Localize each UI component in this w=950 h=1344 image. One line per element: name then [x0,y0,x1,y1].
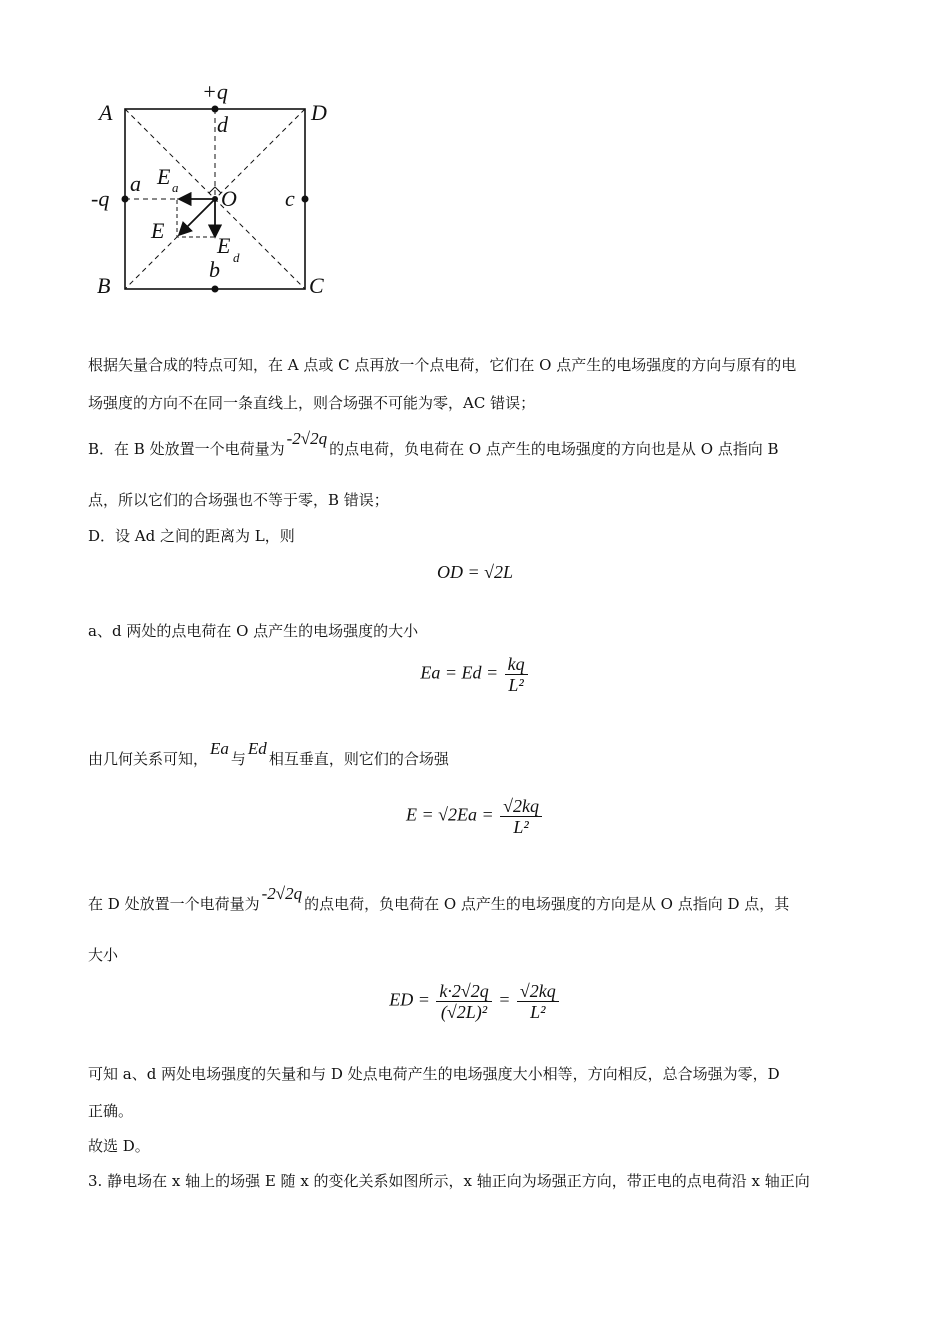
eq4-num1: k·2√2q [436,981,491,1002]
label-Ed: E [217,233,231,258]
para1-line2: 场强度的方向不在同一条直线上，则合场强不可能为零，AC 错误； [88,394,536,412]
para5-ea: Ea [210,739,229,758]
equation-od: OD = √2L [436,562,514,582]
label-D: D [311,100,327,125]
para7-line1: 可知 a、d 两处电场强度的矢量和与 D 处点电荷产生的电场强度大小相等，方向相反，总合场强为零，D [88,1065,780,1083]
eq4-eq: = [498,989,511,1010]
eq3-fraction [500,796,542,837]
eq2-num: kq [505,654,528,675]
para5-pre: 由几何关系可知， [88,750,209,768]
eq4-num2: √2kq [517,981,559,1002]
para2-line2: 点，所以它们的合场强也不等于零，B 错误； [88,491,389,509]
eq4-fraction1 [436,981,491,1022]
eq4-den2: L² [530,1002,546,1022]
point-a [122,196,129,203]
label-C: C [309,273,324,298]
eq3-lhs: E = √2Ea = [405,804,494,825]
eq4-den1: (√2L)² [440,1002,488,1022]
label-c: c [285,186,295,211]
para2-line1 [88,429,779,460]
label-B: B [97,273,111,298]
eq2-lhs: Ea = Ed = [420,662,499,683]
label-A: A [99,100,113,125]
label-minus-q: -q [91,186,110,211]
label-E: E [151,218,165,243]
para6-post: 的点电荷，负电荷在 O 点产生的电场强度的方向是从 O 点指向 D 点，其 [304,895,790,913]
para5-line1 [88,739,449,770]
para2-post: 的点电荷，负电荷在 O 点产生的电场强度的方向也是从 O 点指向 B [329,440,779,458]
label-Ed-sub: d [233,250,240,265]
eq2-den: L² [508,675,524,695]
vector-e [179,199,215,235]
label-Ea-sub: a [172,180,179,195]
para1-line1: 根据矢量合成的特点可知，在 A 点或 C 点再放一个点电荷，它们在 O 点产生的电场强度的方向与原有的电 [88,356,797,374]
charge-square-figure [85,75,345,305]
para3-line1: D．设 Ad 之间的距离为 L，则 [88,527,295,545]
para6-line1 [88,884,790,915]
para2-pre: B．在 B 处放置一个电荷量为 [88,440,285,458]
label-b: b [209,257,220,282]
equation-e [0,796,950,837]
eq4-fraction2 [517,981,559,1022]
para7-line2: 正确。 [88,1102,134,1120]
eq4-lhs: ED = [389,989,430,1010]
answer-line: 故选 D。 [88,1137,150,1155]
eq2-fraction [505,654,528,695]
point-o [212,196,218,202]
equation-ed-d [0,981,950,1022]
label-d: d [217,112,228,137]
equation-ea-ed [0,654,950,695]
label-Ea: E [157,164,171,189]
para5-ed: Ed [247,739,267,758]
q3-line1: 3. 静电场在 x 轴上的场强 E 随 x 的变化关系如图所示，x 轴正向为场强正方向，带正电的点电荷沿 x 轴正向 [88,1172,810,1190]
point-c [302,196,309,203]
label-plus-q: +q [202,79,228,104]
para5-post: 相互垂直，则它们的合场强 [268,750,449,768]
label-a: a [130,171,141,196]
label-O: O [221,186,237,211]
eq3-num: √2kq [500,796,542,817]
para6-charge: -2√2q [261,884,303,903]
point-b [212,286,219,293]
para4-line1: a、d 两处的点电荷在 O 点产生的电场强度的大小 [88,622,419,640]
para6-line2: 大小 [88,946,119,964]
para5-mid: 与 [230,750,246,768]
para6-pre: 在 D 处放置一个电荷量为 [88,895,260,913]
eq3-den: L² [513,817,529,837]
para2-charge: -2√2q [286,429,328,448]
